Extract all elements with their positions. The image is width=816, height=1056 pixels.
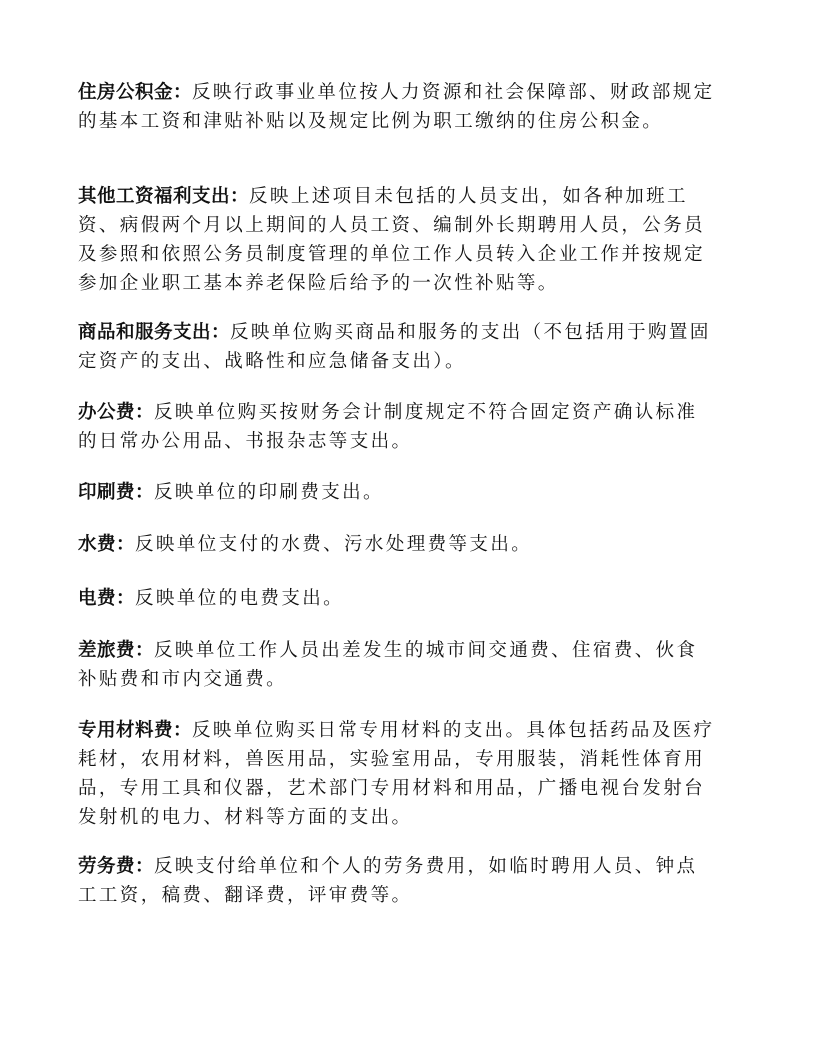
entry-definition: 反映单位购买日常专用材料的支出。具体包括药品及医疗耗材，农用材料，兽医用品，实验室用品，专用服装，消耗性体育用品，专用工具和仪器，艺术部门专用材料和用品，广播电视台发射台发射机的电力、材料等方面的支出。: [78, 720, 715, 828]
entry-definition: 反映支付给单位和个人的劳务费用，如临时聘用人员、钟点工工资，稿费、翻译费，评审费等。: [78, 856, 698, 906]
entry-electricity: [78, 584, 718, 613]
entry-definition: 反映行政事业单位按人力资源和社会保障部、财政部规定的基本工资和津贴补贴以及规定比例为职工缴纳的住房公积金。: [78, 82, 715, 132]
entry-definition: 反映单位购买商品和服务的支出（不包括用于购置固定资产的支出、战略性和应急储备支出）。: [78, 322, 711, 372]
entry-term: 住房公积金：: [78, 82, 193, 103]
entry-special-materials: [78, 716, 718, 832]
entry-definition: 反映单位的印刷费支出。: [154, 482, 384, 503]
entry-definition: 反映单位购买按财务会计制度规定不符合固定资产确认标准的日常办公用品、书报杂志等支出。: [78, 402, 698, 452]
entry-goods-services: [78, 318, 718, 376]
entry-housing-fund: [78, 78, 718, 136]
entry-other-wages: [78, 182, 718, 298]
entry-term: 其他工资福利支出：: [78, 186, 250, 207]
entry-term: 差旅费：: [78, 640, 155, 661]
entry-printing: [78, 478, 718, 507]
entry-water: [78, 530, 718, 559]
entry-definition: 反映单位支付的水费、污水处理费等支出。: [135, 534, 533, 555]
entry-definition: 反映单位工作人员出差发生的城市间交通费、住宿费、伙食补贴费和市内交通费。: [78, 640, 698, 690]
entry-term: 电费：: [78, 588, 136, 609]
entry-term: 专用材料费：: [78, 720, 193, 741]
entry-term: 印刷费：: [78, 482, 155, 503]
entry-labor: [78, 852, 718, 910]
entry-travel: [78, 636, 718, 694]
entry-term: 水费：: [78, 534, 136, 555]
entry-term: 劳务费：: [78, 856, 155, 877]
entry-definition: 反映单位的电费支出。: [135, 588, 345, 609]
entry-term: 办公费：: [78, 402, 155, 423]
entry-definition: 反映上述项目未包括的人员支出，如各种加班工资、病假两个月以上期间的人员工资、编制外长期聘用人员，公务员及参照和依照公务员制度管理的单位工作人员转入企业工作并按规定参加企业职工基本养老保险后给予的一次性补贴等。: [78, 186, 706, 294]
entry-office-expense: [78, 398, 718, 456]
entry-term: 商品和服务支出：: [78, 322, 231, 343]
